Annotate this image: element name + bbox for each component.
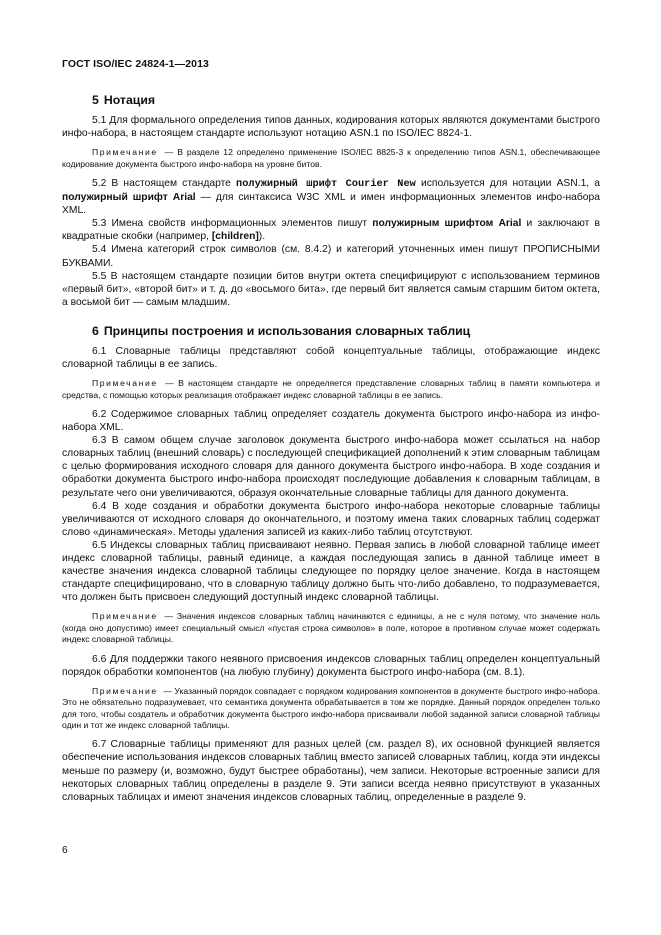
note-text: — В настоящем стандарте не определяется представление словарных таблиц в памяти компьютера и средства, с помощью которых реализация отображает индекс словарной таблицы в ее запись.: [62, 378, 600, 400]
paragraph-6-4: 6.4 В ходе создания и обработки документа быстрого инфо-набора некоторые словарные таблицы увеличиваются от исходного словаря до окончательного, и поэтому имена таких словарных таблиц содержат слово «динамическая». Методы удаления записей из каких-либо таблиц отсутствуют.: [62, 500, 600, 538]
paragraph-5-5: 5.5 В настоящем стандарте позиции битов внутри октета специфицируют с использованием терминов «первый бит», «второй бит» и т. д. до «восьмого бита», где первый бит является самым старшим битом октета, а восьмой бит — самым младшим.: [62, 270, 600, 308]
text-run: — для синтаксиса W3C XML и имен информационных элементов инфо-набора XML.: [62, 192, 600, 217]
mono-bold-run: полужирный шрифт Courier New: [236, 178, 416, 190]
note-label: Примечание: [92, 611, 158, 622]
bold-run: полужирный шрифт Arial: [62, 192, 196, 204]
text-run: 5.3 Имена свойств информационных элементов пишут: [92, 218, 373, 230]
note-6-1: [62, 378, 600, 401]
note-6-5: [62, 611, 600, 645]
page-number: 6: [62, 845, 68, 856]
note-label: Примечание: [92, 378, 158, 389]
section-5-number: 5: [92, 93, 99, 107]
bold-run: полужирным шрифтом Arial: [372, 218, 522, 230]
note-text: — Указанный порядок совпадает с порядком кодирования компонентов в документе быстрого инфо-набора. Это не обязательно подразумевает, что семантика документа обрабатывается в том же порядке. Данный порядок определен только для того, чтобы создатель и обработчик документа быстрого инфо-набора присваивали любой заданной записи словарной таблицы один и тот же индекс словарной таблицы.: [62, 685, 600, 730]
text-run: и заключают в квадратные скобки (например,: [62, 218, 600, 243]
section-6-heading: [92, 323, 600, 339]
section-5-heading: [92, 92, 600, 108]
note-6-6: [62, 686, 600, 732]
paragraph-6-1: 6.1 Словарные таблицы представляют собой концептуальные таблицы, отображающие индекс словарной таблицы в ее запись.: [62, 345, 600, 371]
paragraph-6-2: 6.2 Содержимое словарных таблиц определяет создатель документа быстрого инфо-набора из инфо-набора XML.: [62, 408, 600, 434]
note-label: Примечание: [92, 685, 158, 696]
paragraph-6-7: 6.7 Словарные таблицы применяют для разных целей (см. раздел 8), их основной функцией является обеспечение использования индексов словарных таблиц вместо записей словарных таблиц, когда эти индексы меньше по размеру (и, возможно, будут быстрее обработаны), чем записи. Некоторые встроенные записи для некоторых словарных таблиц определены в разделе 9. Эти записи всегда неявно присутствуют в указанных словарных таблицах и имеют значения индексов словарных таблиц, определенные в разделе 9.: [62, 739, 600, 803]
document-header: ГОСТ ISO/IEC 24824-1—2013: [62, 58, 209, 70]
text-run: ).: [258, 231, 266, 243]
note-label: Примечание: [92, 147, 158, 158]
paragraph-6-6: 6.6 Для поддержки такого неявного присвоения индексов словарных таблиц определен концептуальный порядок обработки компонентов (на любую глубину) документа быстрого инфо-набора (см. 8.1).: [62, 653, 600, 678]
note-text: — Значения индексов словарных таблиц начинаются с единицы, а не с нуля потому, что значение ноль (когда оно допустимо) имеет специальный смысл «пустая строка символов» в поле, которое в противном случае может содержать индекс словарной таблицы.: [62, 611, 600, 645]
bold-run: [children]: [211, 231, 259, 243]
paragraph-5-4: 5.4 Имена категорий строк символов (см. 8.4.2) и категорий уточненных имен пишут ПРОПИСНЫМИ БУКВАМИ.: [62, 244, 600, 269]
paragraph-6-5: 6.5 Индексы словарных таблиц присваивают неявно. Первая запись в любой словарной таблице имеет индекс словарной таблицы, равный единице, а каждая последующая запись в данной таблице имеет в качестве значения индекса словарной таблицы следующее по порядку целое значение. Когда в настоящем стандарте специфицировано, что в словарную таблицу должно быть что-либо добавлено, то подразумевается, что должен быть присвоен следующий доступный индекс словарной таблицы.: [62, 539, 600, 604]
section-6-title: Принципы построения и использования словарных таблиц: [103, 323, 471, 338]
paragraph-6-3: 6.3 В самом общем случае заголовок документа быстрого инфо-набора может ссылаться на набор словарных таблиц (внешний словарь) с последующей спецификацией дополнений к этим словарным таблицам с целью формирования исходного словаря для данного документа быстрого инфо-набора. В ходе создания и обработки документа быстрого инфо-набора происходят последующие добавления к словарным таблицам, в результате чего они увеличиваются, образуя окончательные словарные таблицы для данного документа.: [62, 435, 600, 499]
note-5-1: [62, 147, 600, 170]
paragraph-5-2: [62, 177, 600, 217]
text-run: 5.2 В настоящем стандарте: [92, 178, 237, 189]
section-5-title: Нотация: [103, 93, 156, 107]
paragraph-5-1: 5.1 Для формального определения типов данных, кодирования которых являются документами быстрого инфо-набора, в настоящем стандарте используют нотацию ASN.1 по ISO/IEC 8824-1.: [62, 115, 600, 140]
document-body: [62, 92, 600, 804]
section-6-number: 6: [92, 323, 99, 338]
paragraph-5-3: [62, 217, 600, 243]
text-run: используется для нотации ASN.1, а: [415, 178, 601, 189]
note-text: — В разделе 12 определено применение ISO/IEC 8825-3 к определению типов ASN.1, обеспечивающее кодирование документа быстрого инфо-набора на уровне битов.: [62, 147, 600, 169]
